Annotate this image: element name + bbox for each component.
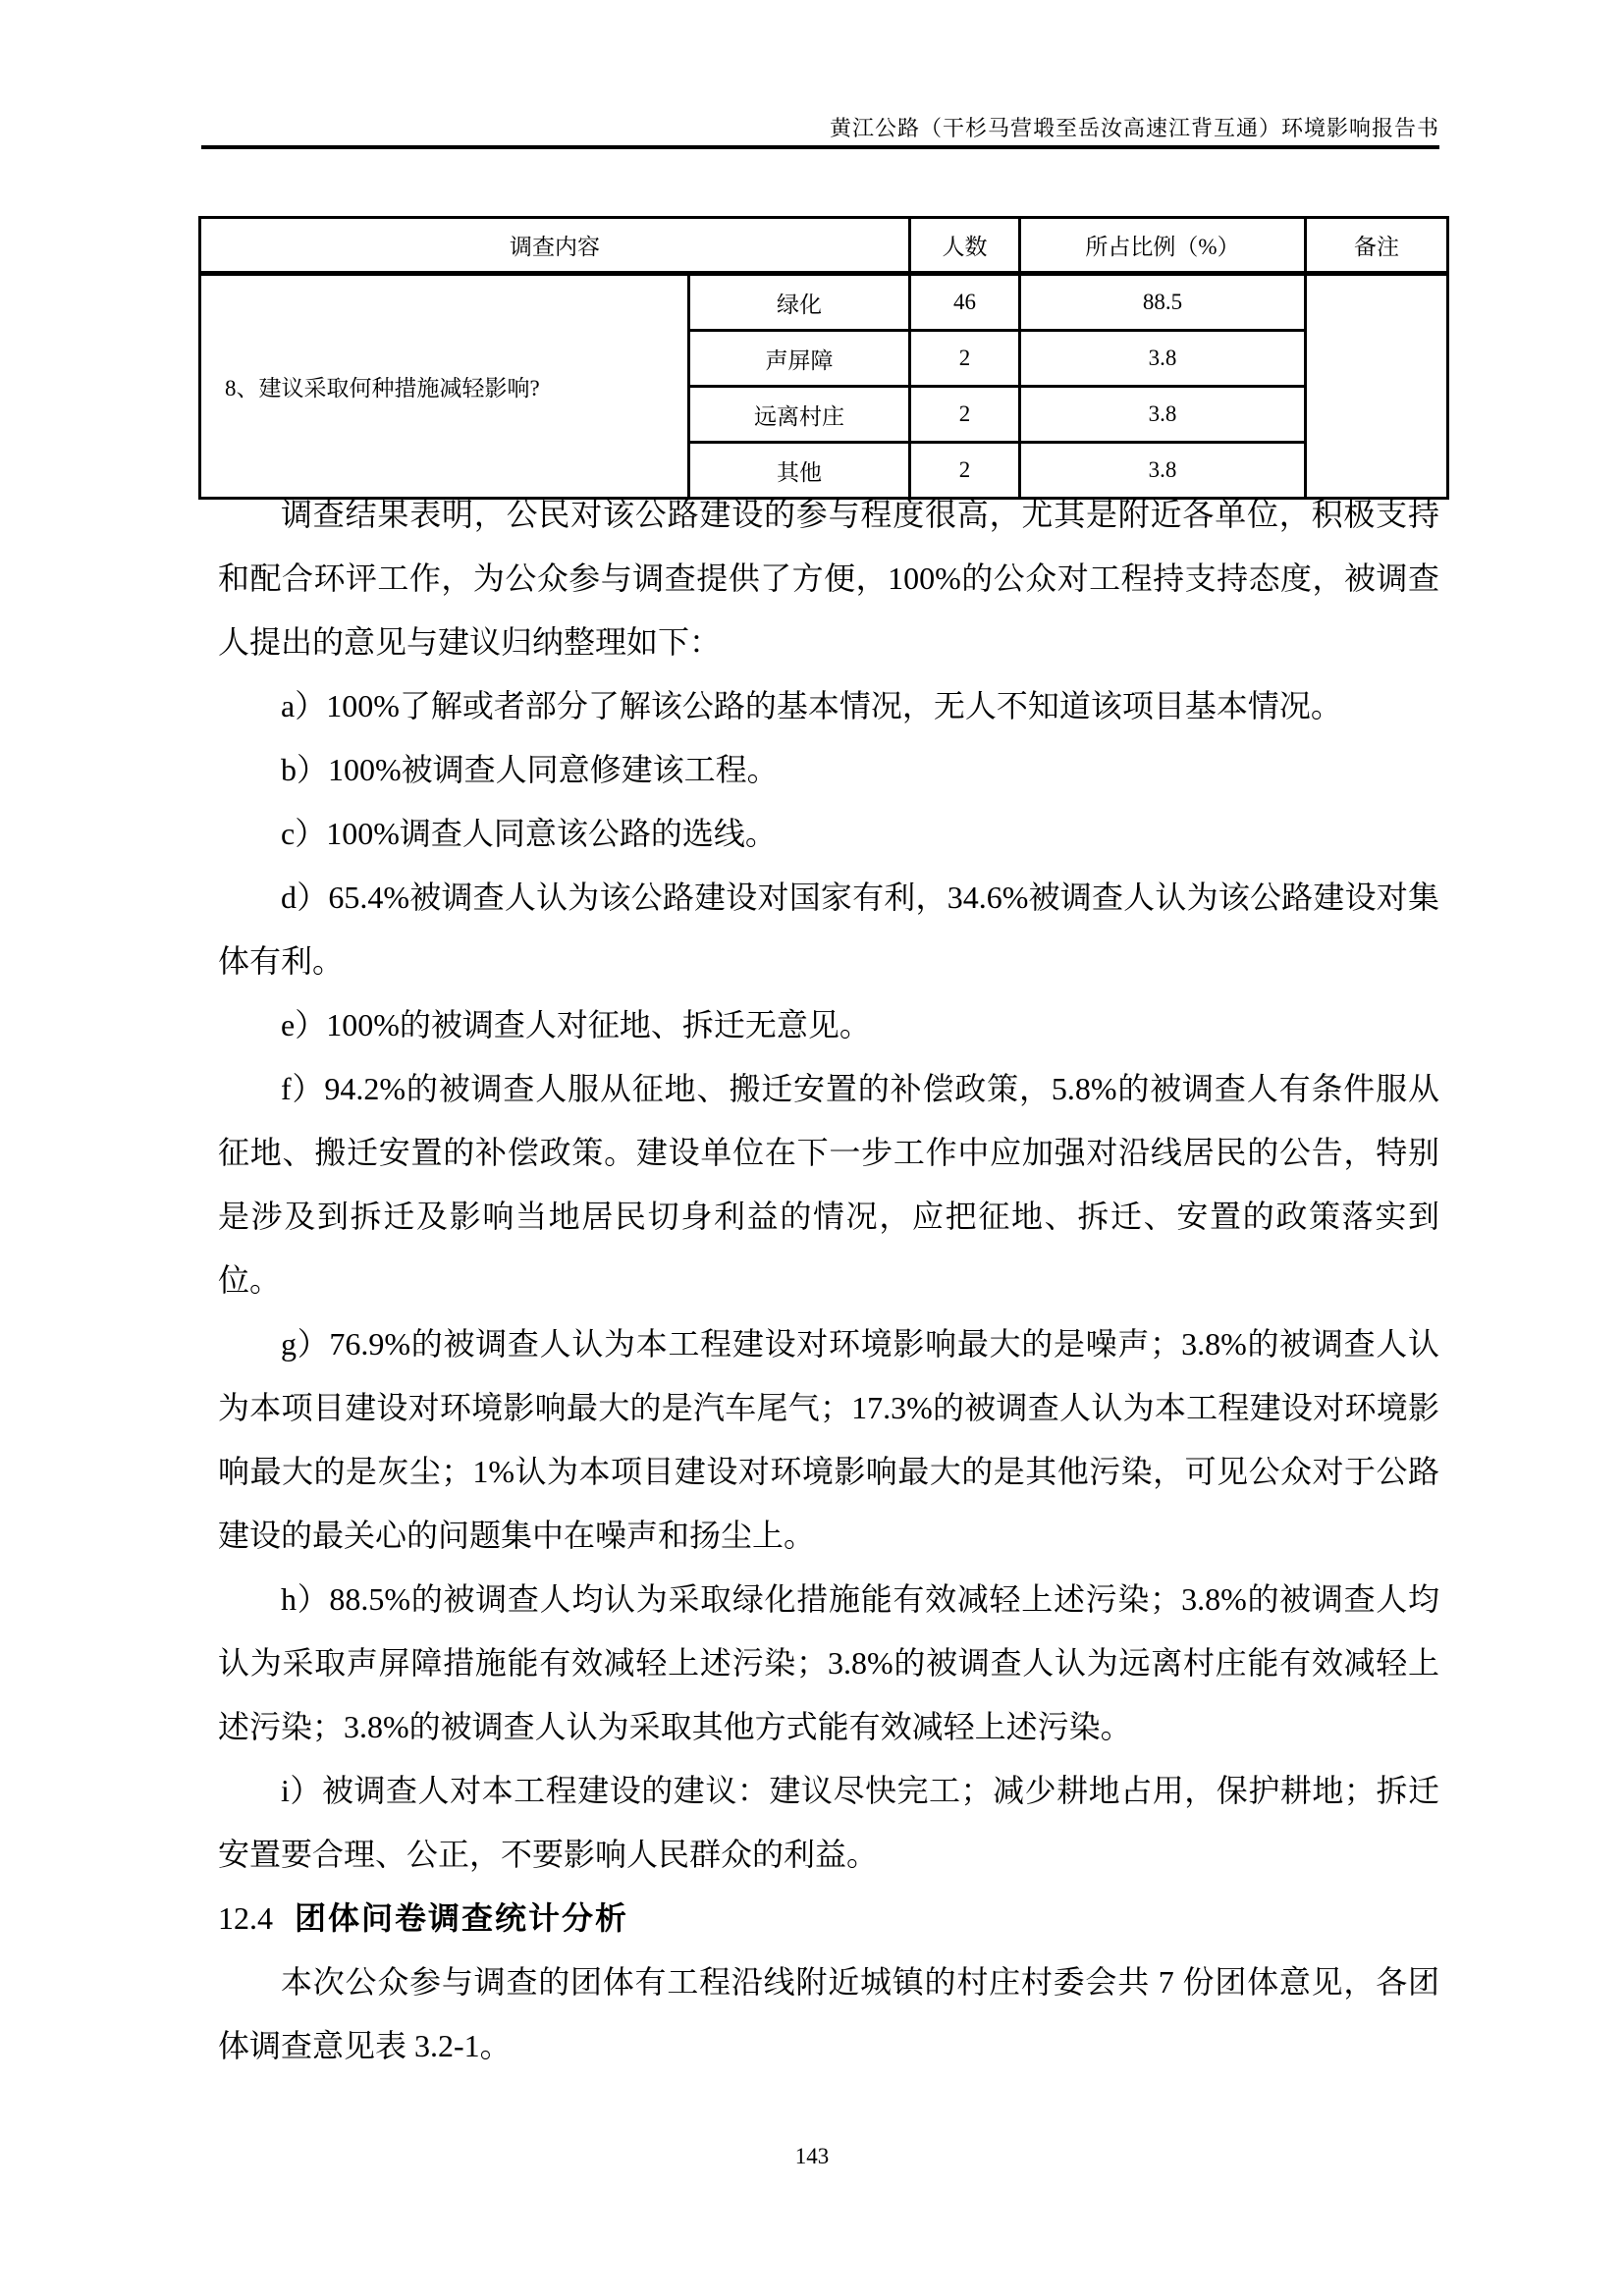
paragraph-summary: 调查结果表明，公民对该公路建设的参与程度很高，尤其是附近各单位，积极支持和配合环评工作，为公众参与调查提供了方便，100%的公众对工程持支持态度，被调查人提出的意见与建议归纳整理如下： [218, 497, 1439, 660]
count-cell: 46 [910, 274, 1020, 331]
list-item-a: a）100%了解或者部分了解该公路的基本情况，无人不知道该项目基本情况。 [281, 688, 1342, 723]
percent-cell: 3.8 [1020, 387, 1306, 443]
list-item-c: c）100%调查人同意该公路的选线。 [281, 816, 777, 851]
percent-cell: 3.8 [1020, 331, 1306, 387]
list-item-f: f）94.2%的被调查人服从征地、搬迁安置的补偿政策，5.8%的被调查人有条件服从征地、搬迁安置的补偿政策。建设单位在下一步工作中应加强对沿线居民的公告，特别是涉及到拆迁及影响当地居民切身利益的情况，应把征地、拆迁、安置的政策落实到位。 [218, 1071, 1439, 1298]
list-item-i: i）被调查人对本工程建设的建议：建议尽快完工；减少耕地占用，保护耕地；拆迁安置要合理、公正，不要影响人民群众的利益。 [218, 1773, 1439, 1872]
list-item-d: d）65.4%被调查人认为该公路建设对国家有利，34.6%被调查人认为该公路建设对集体有利。 [218, 880, 1439, 979]
section-number: 12.4 [218, 1900, 273, 1936]
option-cell: 远离村庄 [689, 387, 910, 443]
column-header-remark: 备注 [1306, 218, 1448, 274]
table-row [200, 274, 1448, 331]
question-cell: 8、建议采取何种措施减轻影响? [200, 274, 689, 499]
section-heading [218, 1887, 1439, 1950]
list-item-h: h）88.5%的被调查人均认为采取绿化措施能有效减轻上述污染；3.8%的被调查人均认为采取声屏障措施能有效减轻上述污染；3.8%的被调查人认为远离村庄能有效减轻上述污染；3.8%的被调查人认为采取其他方式能有效减轻上述污染。 [218, 1581, 1439, 1744]
section-title: 团体问卷调查统计分析 [295, 1900, 629, 1936]
paragraph-closing: 本次公众参与调查的团体有工程沿线附近城镇的村庄村委会共 7 份团体意见，各团体调查意见表 3.2-1。 [218, 1964, 1439, 2063]
count-cell: 2 [910, 387, 1020, 443]
running-header-title: 黄江公路（干杉马营塅至岳汝高速江背互通）环境影响报告书 [829, 116, 1439, 140]
count-cell: 2 [910, 443, 1020, 499]
list-item-b: b）100%被调查人同意修建该工程。 [281, 752, 779, 787]
remark-cell [1306, 274, 1448, 499]
header-rule [201, 145, 1439, 149]
count-cell: 2 [910, 331, 1020, 387]
column-header-survey-content: 调查内容 [200, 218, 910, 274]
list-item-e: e）100%的被调查人对征地、拆迁无意见。 [281, 1007, 871, 1042]
option-cell: 绿化 [689, 274, 910, 331]
option-cell: 其他 [689, 443, 910, 499]
percent-cell: 3.8 [1020, 443, 1306, 499]
body-text [218, 483, 1439, 2078]
column-header-people-count: 人数 [910, 218, 1020, 274]
percent-cell: 88.5 [1020, 274, 1306, 331]
column-header-percentage: 所占比例（%） [1020, 218, 1306, 274]
survey-results-table [198, 216, 1449, 500]
page-number: 143 [794, 2144, 830, 2168]
option-cell: 声屏障 [689, 331, 910, 387]
table-header-row [200, 218, 1448, 274]
list-item-g: g）76.9%的被调查人认为本工程建设对环境影响最大的是噪声；3.8%的被调查人认为本项目建设对环境影响最大的是汽车尾气；17.3%的被调查人认为本工程建设对环境影响最大的是灰尘；1%认为本项目建设对环境影响最大的是其他污染，可见公众对于公路建设的最关心的问题集中在噪声和扬尘上。 [218, 1326, 1439, 1553]
